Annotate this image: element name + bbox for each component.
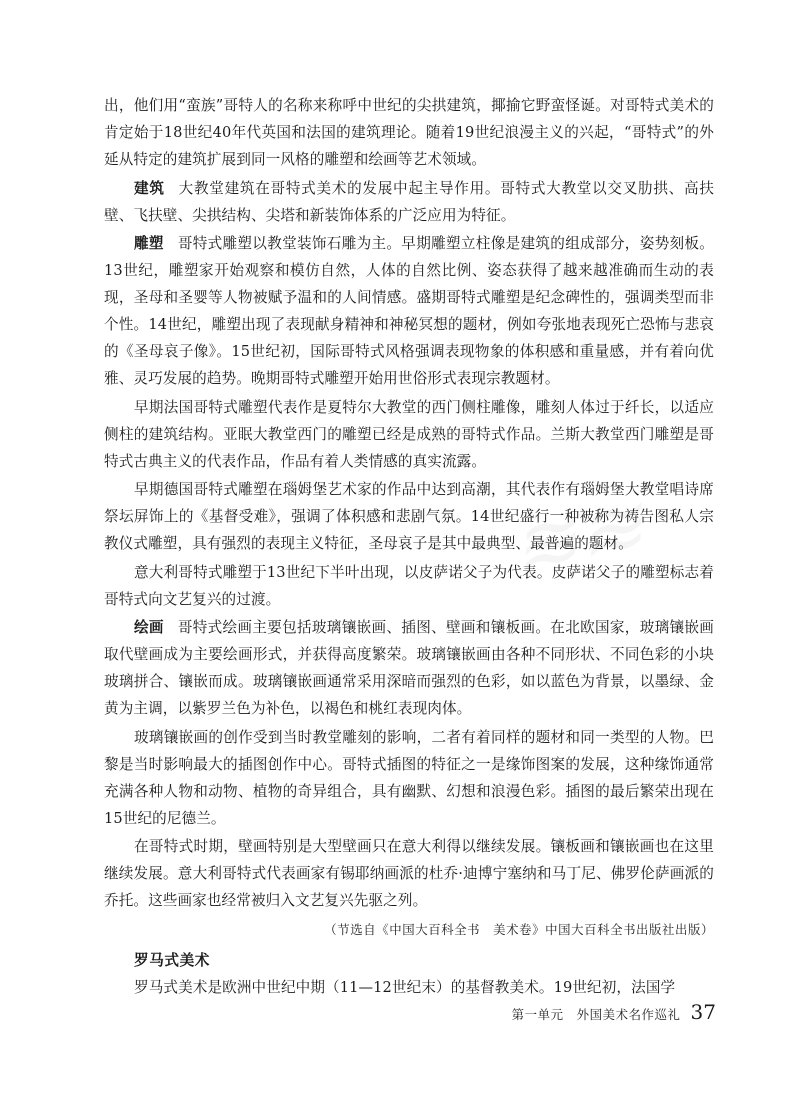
paragraph-text: 早期德国哥特式雕塑在瑙姆堡艺术家的作品中达到高潮，其代表作有瑙姆堡大教堂唱诗席祭坛屏饰上的《基督受难》，强调了体积感和悲剧气氛。14世纪盛行一种被称为祷告图私人宗教仪式雕塑，具有强烈的表现主义特征，圣母哀子是其中最典型、最普遍的题材。 — [104, 481, 714, 552]
unit-label: 第一单元 外国美术名作巡礼 — [511, 1007, 681, 1022]
paragraph-heading-sculpture: 雕塑 — [134, 235, 164, 252]
faint-watermark: ≋≋ — [501, 477, 653, 596]
paragraph-text: 大教堂建筑在哥特式美术的发展中起主导作用。哥特式大教堂以交叉肋拱、高扶壁、飞扶壁、尖拱结构、尖塔和新装饰体系的广泛应用为特征。 — [104, 179, 714, 224]
paragraph-text: 罗马式美术是欧洲中世纪中期（11—12世纪末）的基督教美术。19世纪初，法国学 — [134, 978, 676, 996]
paragraph-romanesque — [104, 974, 714, 1001]
paragraph-german-sculpture — [104, 476, 714, 557]
paragraph-murals — [104, 833, 714, 914]
paragraph-italian-sculpture — [104, 559, 714, 613]
paragraph-text: 在哥特式时期，壁画特别是大型壁画只在意大利得以继续发展。镶板画和镶嵌画也在这里继续发展。意大利哥特式代表画家有锡耶纳画派的杜乔·迪博宁塞纳和马丁尼、佛罗伦萨画派的乔托。这些画家也经常被归入文艺复兴先驱之列。 — [104, 838, 714, 909]
section-title: 罗马式美术 — [134, 951, 210, 969]
paragraph-text: 意大利哥特式雕塑于13世纪下半叶出现，以皮萨诺父子为代表。皮萨诺父子的雕塑标志着哥特式向文艺复兴的过渡。 — [104, 563, 714, 608]
paragraph-sculpture — [104, 230, 714, 392]
page-footer — [476, 1000, 716, 1024]
paragraph-text: 哥特式绘画主要包括玻璃镶嵌画、插图、壁画和镶板画。在北欧国家，玻璃镶嵌画取代壁画成为主要绘画形式，并获得高度繁荣。玻璃镶嵌画由各种不同形状、不同色彩的小块玻璃拼合、镶嵌而成。玻璃镶嵌画通常采用深暗而强烈的色彩，如以蓝色为背景，以墨绿、金黄为主调，以紫罗兰色为补色，以褐色和桃红表现肉体。 — [104, 619, 715, 717]
paragraph-text: 玻璃镶嵌画的创作受到当时教堂雕刻的影响，二者有着同样的题材和同一类型的人物。巴黎是当时影响最大的插图创作中心。哥特式插图的特征之一是缘饰图案的发展，这种缘饰通常充满各种人物和动物、植物的奇异组合，具有幽默、幻想和浪漫色彩。插图的最后繁荣出现在15世纪的尼德兰。 — [104, 728, 714, 827]
paragraph-french-sculpture — [104, 394, 714, 475]
paragraph-heading-painting: 绘画 — [134, 619, 164, 636]
paragraph-text: 早期法国哥特式雕塑代表作是夏特尔大教堂的西门侧柱雕像，雕刻人体过于纤长，以适应侧柱的建筑结构。亚眠大教堂西门的雕塑已经是成熟的哥特式作品。兰斯大教堂西门雕塑是哥特式古典主义的代表作品，作品有着人类情感的真实流露。 — [104, 398, 714, 470]
paragraph-text: 哥特式雕塑以教堂装饰石雕为主。早期雕塑立柱像是建筑的组成部分，姿势刻板。13世纪，雕塑家开始观察和模仿自然，人体的自然比例、姿态获得了越来越准确而生动的表现，圣母和圣婴等人物被赋予温和的人间情感。盛期哥特式雕塑是纪念碑性的，强调类型而非个性。14世纪，雕塑出现了表现献身精神和神秘冥想的题材，例如夸张地表现死亡恐怖与悲哀的《圣母哀子像》。15世纪初，国际哥特式风格强调表现物象的体积感和重量感，并有着向优雅、灵巧发展的趋势。晚期哥特式雕塑开始用世俗形式表现宗教题材。 — [104, 235, 715, 387]
page-number: 37 — [690, 1000, 716, 1024]
paragraph-painting — [104, 614, 714, 722]
paragraph-1 — [104, 92, 714, 173]
paragraph-heading-architecture: 建筑 — [134, 179, 165, 197]
article-body — [104, 92, 714, 1002]
paragraph-architecture — [104, 175, 714, 229]
paragraph-stained-glass — [104, 724, 714, 832]
paragraph-text: 出，他们用“蛮族”哥特人的名称来称呼中世纪的尖拱建筑，揶揄它野蛮怪诞。对哥特式美术的肯定始于18世纪40年代英国和法国的建筑理论。随着19世纪浪漫主义的兴起，“哥特式”的外延从特定的建筑扩展到同一风格的雕塑和绘画等艺术领域。 — [104, 97, 714, 168]
source-note: （节选自《中国大百科全书 美术卷》中国大百科全书出版社出版） — [324, 921, 714, 937]
